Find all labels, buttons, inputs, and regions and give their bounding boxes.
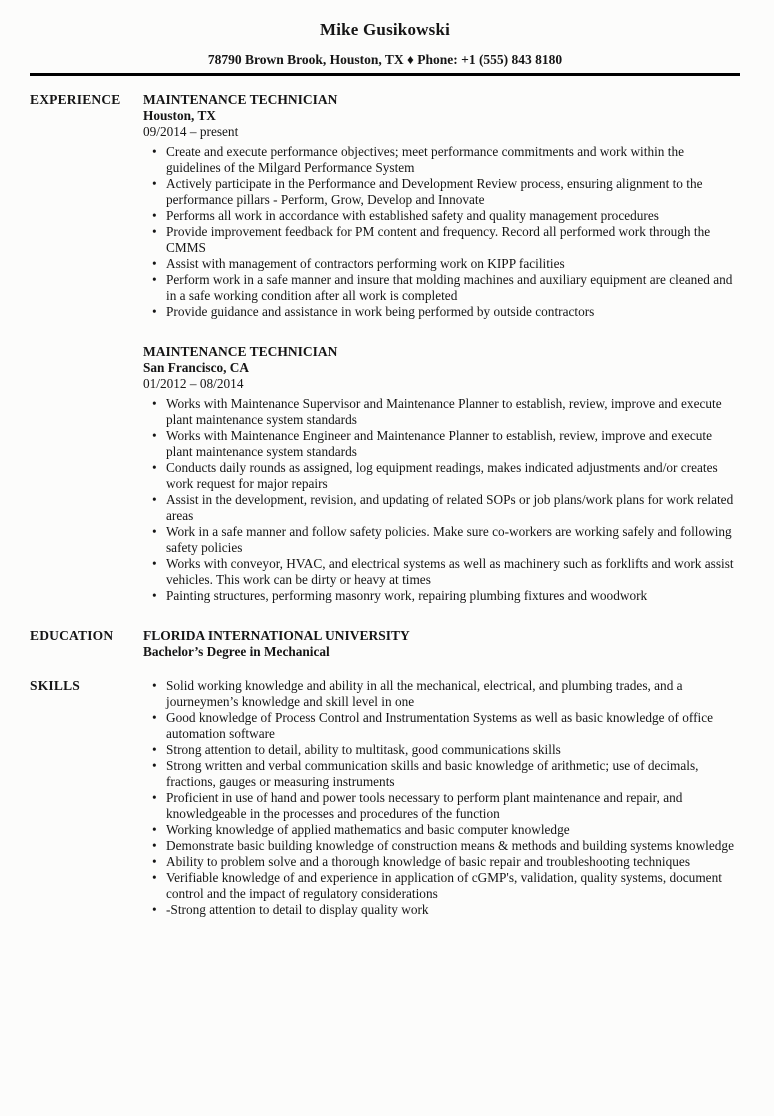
job-bullet-list: [143, 396, 740, 604]
bullet-item: • Provide improvement feedback for PM content and frequency. Record all performed work through the CMMS: [143, 224, 740, 256]
bullet-item: • Demonstrate basic building knowledge of construction means & methods and building systems knowledge: [143, 838, 740, 854]
job-bullet-list: [143, 144, 740, 320]
bullet-item: • Create and execute performance objectives; meet performance commitments and work within the guidelines of the Milgard Performance System: [143, 144, 740, 176]
bullet-item: • Strong attention to detail, ability to multitask, good communications skills: [143, 742, 740, 758]
bullet-item: • Good knowledge of Process Control and Instrumentation Systems as well as basic knowledge of office automation software: [143, 710, 740, 742]
bullet-item: • Actively participate in the Performance and Development Review process, ensuring alignment to the performance pillars - Perform, Grow, Develop and Innovate: [143, 176, 740, 208]
job-location: Houston, TX: [143, 108, 216, 123]
bullet-item: • Conducts daily rounds as assigned, log equipment readings, makes indicated adjustments and/or creates work request for major repairs: [143, 460, 740, 492]
job-title: MAINTENANCE TECHNICIAN: [143, 344, 338, 359]
bullet-item: • Provide guidance and assistance in work being performed by outside contractors: [143, 304, 740, 320]
bullet-item: • Works with conveyor, HVAC, and electrical systems as well as machinery such as forklifts and work assist vehicles. This work can be dirty or heavy at times: [143, 556, 740, 588]
bullet-item: • Verifiable knowledge of and experience in application of cGMP's, validation, quality systems, document control and the impact of regulatory considerations: [143, 870, 740, 902]
experience-content: [143, 92, 740, 604]
skills-section: [30, 678, 740, 918]
degree-name: Bachelor’s Degree in Mechanical: [143, 644, 330, 659]
bullet-item: • -Strong attention to detail to display quality work: [143, 902, 740, 918]
bullet-item: • Assist with management of contractors performing work on KIPP facilities: [143, 256, 740, 272]
contact-line: 78790 Brown Brook, Houston, TX ♦ Phone: +1 (555) 843 8180: [207, 52, 563, 67]
skills-bullet-list: [143, 678, 740, 918]
job-title: MAINTENANCE TECHNICIAN: [143, 92, 338, 107]
experience-section-label: EXPERIENCE: [30, 92, 121, 107]
bullet-item: • Performs all work in accordance with established safety and quality management procedures: [143, 208, 740, 224]
bullet-item: • Ability to problem solve and a thorough knowledge of basic repair and troubleshooting techniques: [143, 854, 740, 870]
job-location: San Francisco, CA: [143, 360, 250, 375]
skills-content: [143, 678, 740, 918]
bullet-item: • Solid working knowledge and ability in all the mechanical, electrical, and plumbing trades, and a journeymen’s knowledge and skill level in one: [143, 678, 740, 710]
bullet-item: • Work in a safe manner and follow safety policies. Make sure co-workers are working safely and following safety policies: [143, 524, 740, 556]
job-dates: 09/2014 – present: [143, 124, 239, 139]
school-name: FLORIDA INTERNATIONAL UNIVERSITY: [143, 628, 410, 643]
experience-section: [30, 92, 740, 604]
job-dates: 01/2012 – 08/2014: [143, 376, 244, 391]
skills-section-label: SKILLS: [30, 678, 80, 693]
education-section-label: EDUCATION: [30, 628, 114, 643]
bullet-item: • Strong written and verbal communication skills and basic knowledge of arithmetic; use of decimals, fractions, gauges or measuring instruments: [143, 758, 740, 790]
job-entry-2: [143, 344, 740, 604]
education-section: [30, 628, 740, 660]
bullet-item: • Works with Maintenance Supervisor and Maintenance Planner to establish, review, improve and execute plant maintenance system standards: [143, 396, 740, 428]
bullet-item: • Assist in the development, revision, and updating of related SOPs or job plans/work plans for work related areas: [143, 492, 740, 524]
bullet-item: • Perform work in a safe manner and insure that molding machines and auxiliary equipment are cleaned and in a safe working condition after all work is completed: [143, 272, 740, 304]
education-content: [143, 628, 740, 660]
candidate-name: Mike Gusikowski: [319, 20, 451, 39]
bullet-item: • Working knowledge of applied mathematics and basic computer knowledge: [143, 822, 740, 838]
bullet-item: • Works with Maintenance Engineer and Maintenance Planner to establish, review, improve and execute plant maintenance system standards: [143, 428, 740, 460]
bullet-item: • Painting structures, performing masonry work, repairing plumbing fixtures and woodwork: [143, 588, 740, 604]
job-entry-1: [143, 92, 740, 320]
bullet-item: • Proficient in use of hand and power tools necessary to perform plant maintenance and repair, and knowledgeable in the processes and procedures of the function: [143, 790, 740, 822]
header-divider-rule: [30, 73, 740, 76]
